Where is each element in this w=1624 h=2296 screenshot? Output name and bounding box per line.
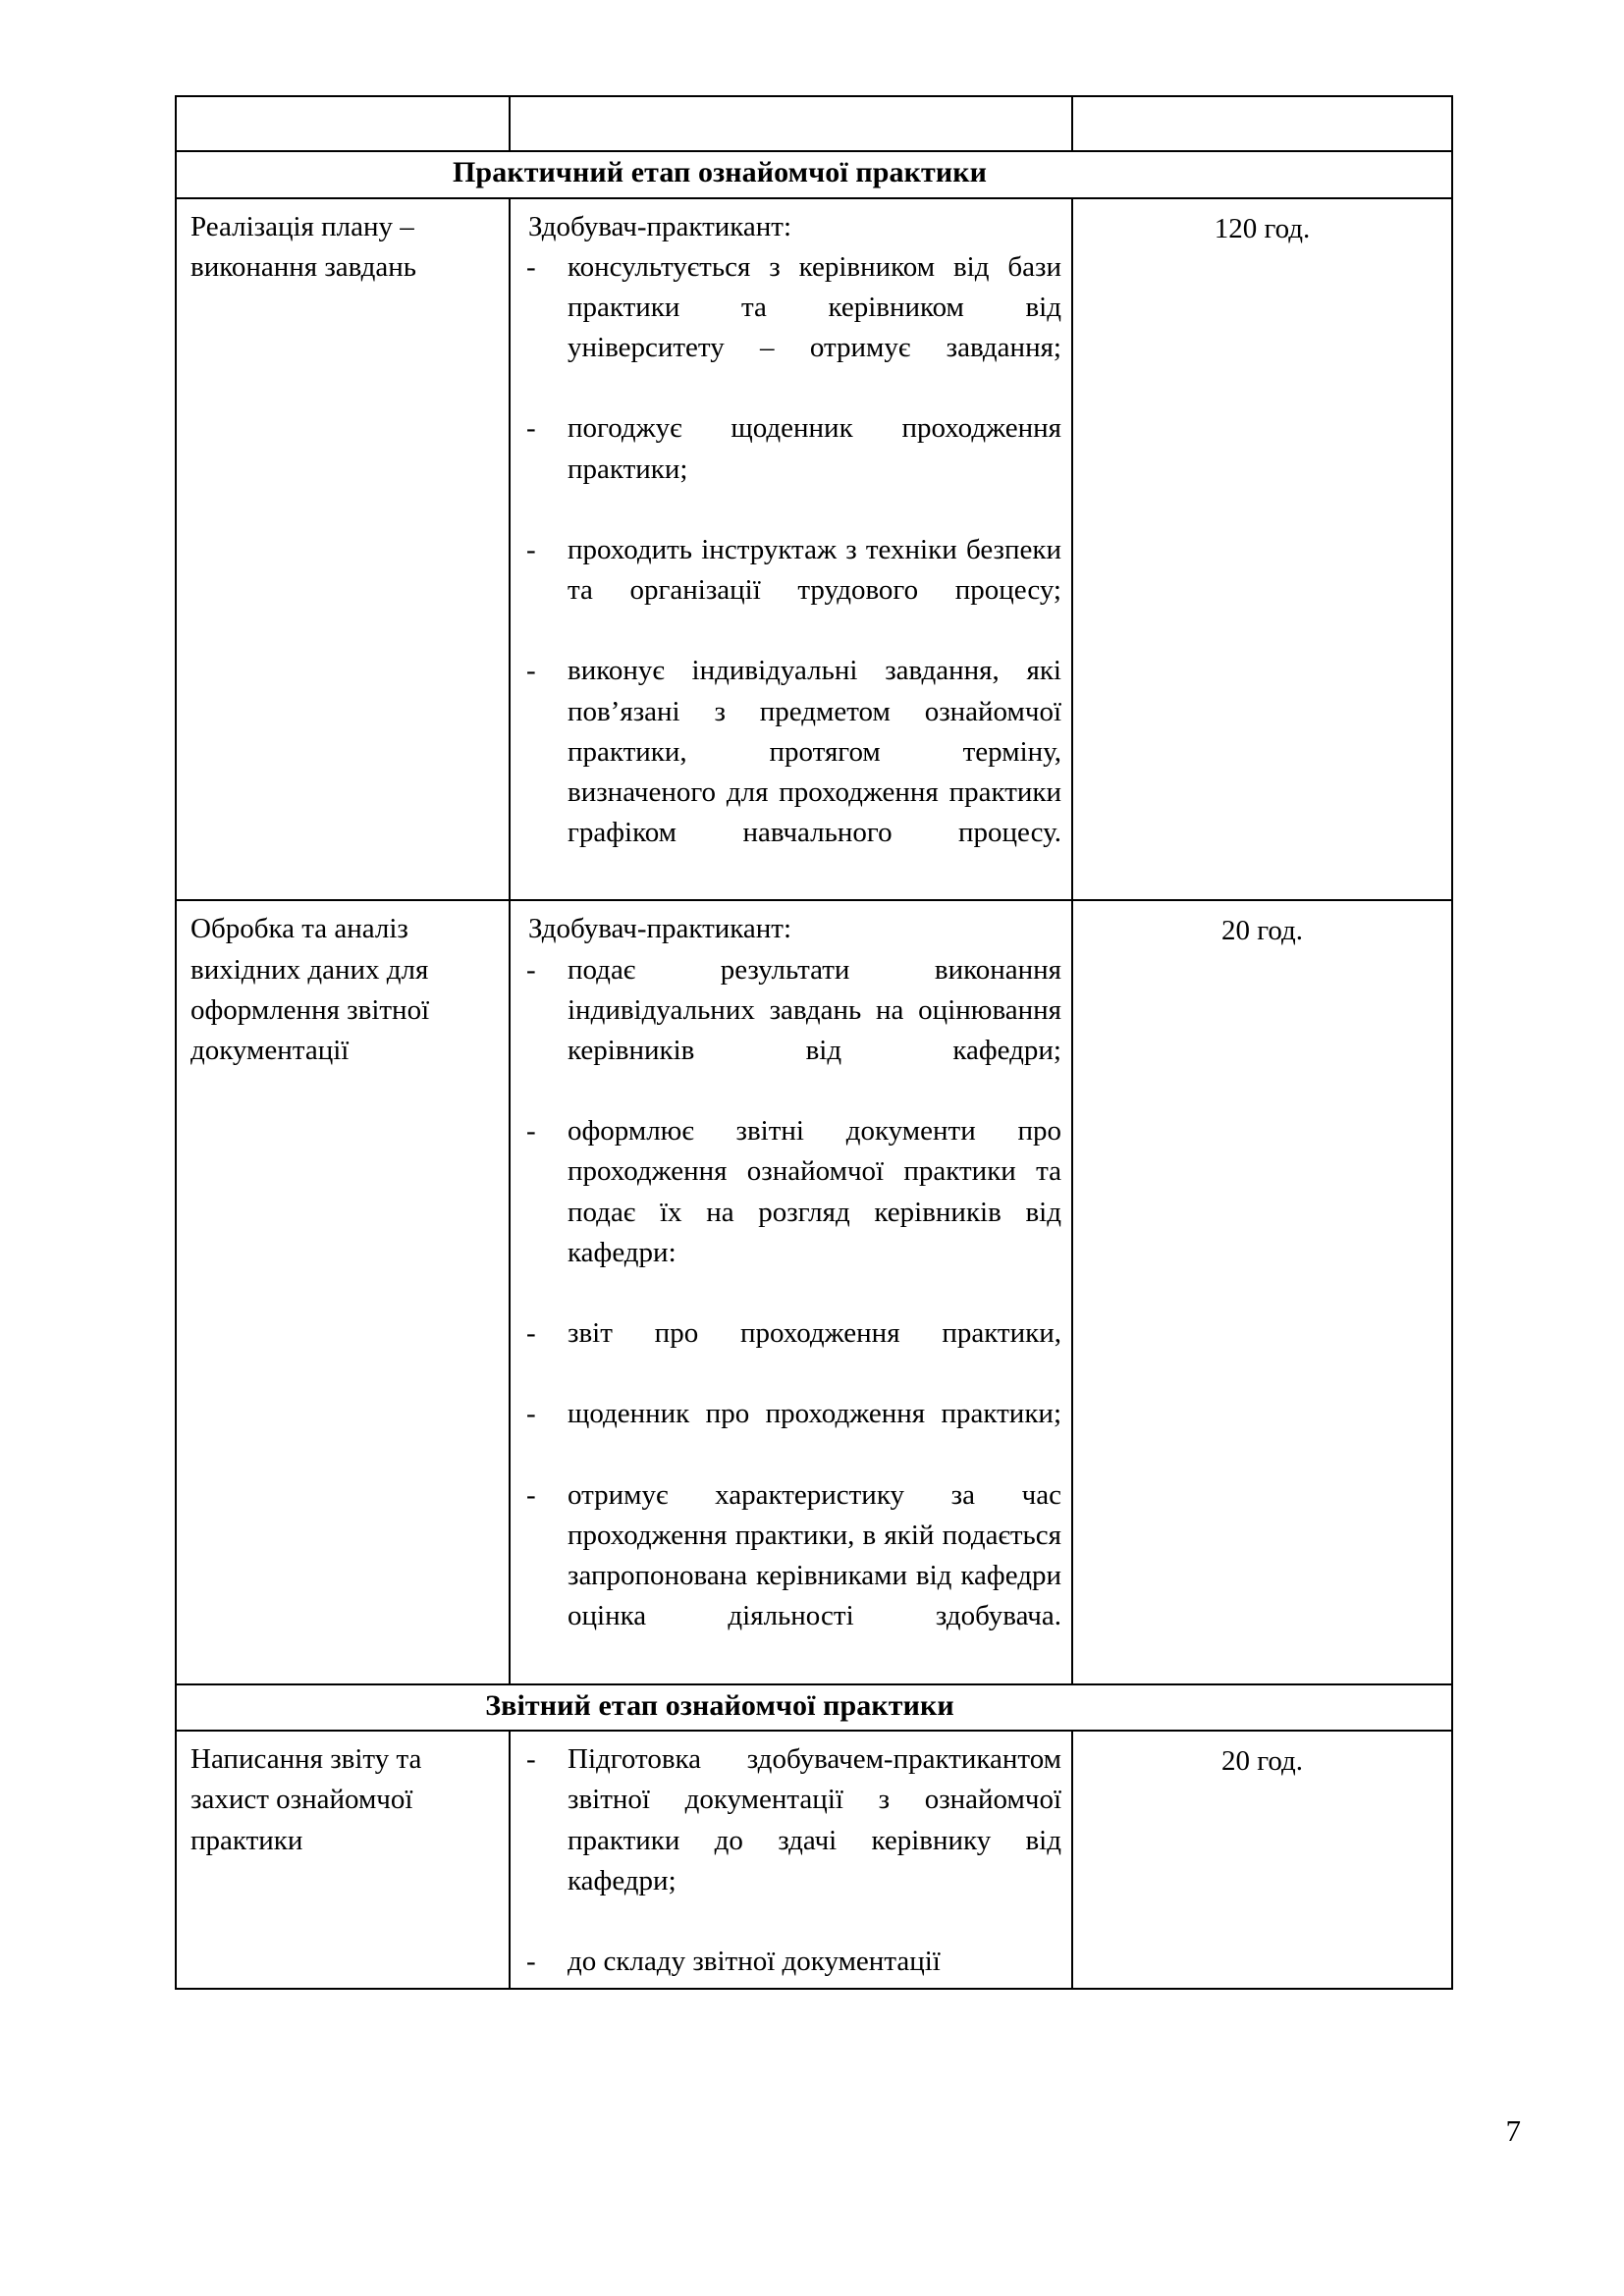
description-lead: Здобувач-практикант: [528,210,792,242]
stage-name-cell [176,900,510,1683]
list-item-text: щоденник про проходження практики; [568,1398,1061,1430]
table-row-empty [176,96,1452,151]
section-header-cell [176,1684,1452,1732]
list-item-text: погоджує щоденник проходження практики; [568,412,1061,485]
list-item [522,1942,1061,1982]
table-row [176,198,1452,901]
stage-name-text: Обробка та аналіз вихідних даних для оформлення звітної документації [190,913,430,1066]
hours-cell: 20 год. [1072,1731,1452,1989]
list-item-text: виконує індивідуальні завдання, які пов’язані з предметом ознайомчої практики, протягом терміну, визначеного для проходження практики графіком навчального процесу. [568,655,1061,849]
empty-cell-hours [1072,96,1452,151]
section-header-cell [176,151,1452,198]
table-row-section-header-reporting [176,1684,1452,1732]
section-header-title: Практичний етап ознайомчої практики [453,156,987,188]
hours-cell: 20 год. [1072,900,1452,1683]
list-item-text: Підготовка здобувачем-практикантом звітної документації з ознайомчої практики до здачі керівнику від кафедри; [568,1743,1061,1896]
bullet-marker: - [526,250,536,283]
bullet-marker: - [526,953,536,986]
section-header-title: Звітний етап ознайомчої практики [485,1688,954,1722]
description-bullet-list [522,1739,1061,1982]
bullet-marker: - [526,1115,536,1148]
list-item [522,1394,1061,1474]
empty-cell-body [510,96,1072,151]
stage-description-cell [510,1731,1072,1989]
bullet-marker: - [526,412,536,445]
table-row-section-header-practical [176,151,1452,198]
list-item [522,1475,1061,1678]
bullet-marker: - [526,533,536,565]
practice-stages-table [175,95,1453,1990]
list-item [522,1739,1061,1942]
table-row [176,1731,1452,1989]
bullet-marker: - [526,655,536,687]
page-number: 7 [1505,2113,1521,2148]
bullet-marker: - [526,1946,536,1978]
bullet-marker: - [526,1478,536,1511]
list-item-text: подає результати виконання індивідуальних завдань на оцінювання керівників від кафедри; [568,953,1061,1066]
stage-description-cell [510,900,1072,1683]
list-item-text: звіт про проходження практики, [568,1317,1061,1350]
list-item-text: до складу звітної документації [568,1946,941,1978]
stage-name-text: Написання звіту та захист ознайомчої практики [190,1743,422,1856]
hours-cell: 120 год. [1072,198,1452,901]
bullet-marker: - [526,1743,536,1776]
bullet-marker: - [526,1398,536,1430]
list-item [522,408,1061,530]
bullet-marker: - [526,1317,536,1350]
stage-name-text: Реалізація плану – виконання завдань [190,210,417,283]
empty-cell-stage [176,96,510,151]
list-item-text: оформлює звітні документи про проходження ознайомчої практики та подає їх на розгляд керівників від кафедри: [568,1115,1061,1268]
stage-name-cell [176,1731,510,1989]
description-lead: Здобувач-практикант: [528,913,792,945]
description-bullet-list [522,247,1061,894]
description-bullet-list [522,950,1061,1678]
list-item-text: отримує характеристику за час проходження практики, в якій подається запропонована керівниками від кафедри оцінка діяльності здобувача. [568,1478,1061,1632]
list-item [522,247,1061,409]
table-row [176,900,1452,1683]
list-item [522,1313,1061,1394]
list-item [522,651,1061,893]
list-item [522,530,1061,652]
list-item-text: проходить інструктаж з техніки безпеки та організації трудового процесу; [568,533,1061,607]
list-item [522,1111,1061,1313]
list-item [522,950,1061,1112]
stage-description-cell [510,198,1072,901]
list-item-text: консультується з керівником від бази практики та керівником від університету – отримує завдання; [568,250,1061,364]
stage-name-cell [176,198,510,901]
